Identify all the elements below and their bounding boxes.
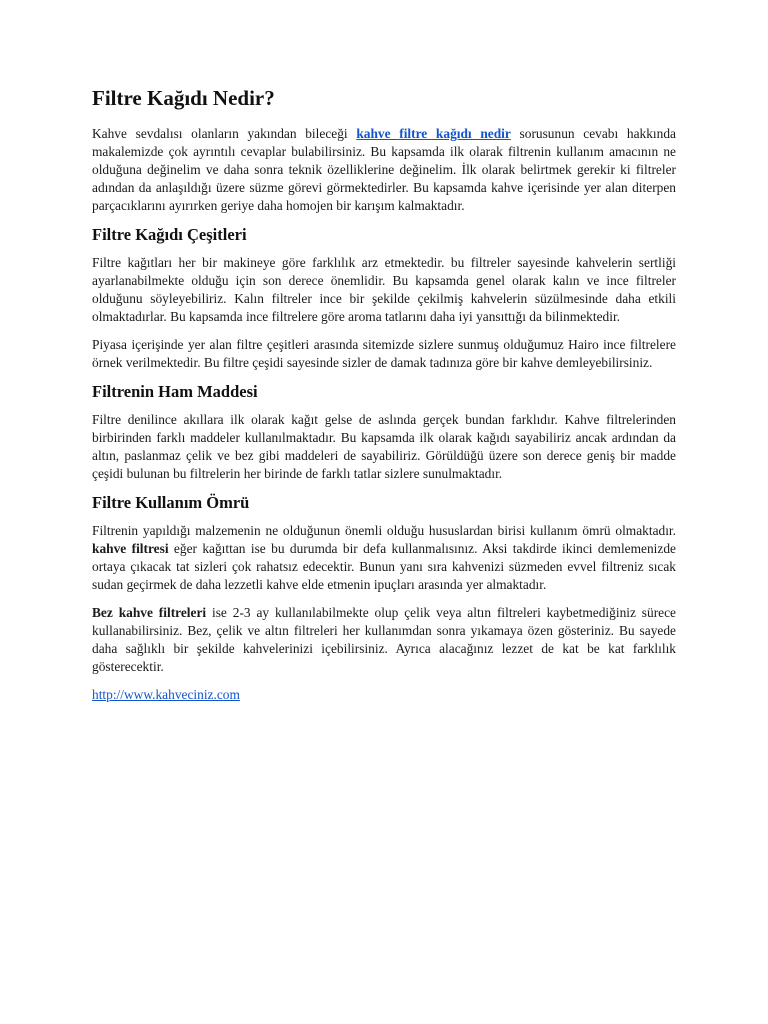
intro-text-start: Kahve sevdalısı olanların yakından bileceği [92, 126, 357, 142]
lifespan-text-end: eğer kağıttan ise bu durumda bir defa kullanmalısınız. Aksi takdirde ikinci demlemenizde ortaya çıkacak tat sizleri çok rahatsız edecektir. Bunun yanı sıra kahvenizi süzmeden evvel filtreniz sıcak sudan geçirmek de daha lezzetli kahve elde etmenin ipuçları arasında yer almaktadır. [92, 540, 676, 592]
section-heading-lifespan: Filtre Kullanım Ömrü [92, 492, 250, 512]
types-paragraph-2: Piyasa içerişinde yer alan filtre çeşitleri arasında sitemizde sizlere sunmuş olduğumuz Hairo ince filtrelere örnek verilmektedir. Bu filtre çeşidi sayesinde sizler de damak tadınıza göre bir kahve demleyebilirsiniz. [92, 336, 676, 370]
lifespan-paragraph-1 [92, 522, 676, 594]
section-heading-types: Filtre Kağıdı Çeşitleri [92, 225, 247, 245]
document-page [92, 86, 676, 714]
types-paragraph-1: Filtre kağıtları her bir makineye göre farklılık arz etmektedir. bu filtreler sayesinde kahvelerin sertliği ayarlanabilmekte olduğu için son derece önemlidir. Bu kapsamda genel olarak kalın ve ince filtreler olduğunu söyleyebiliriz. Kalın filtreler ince bir şekilde çekilmiş kahvelerin süzülmesinde daha etkili olmaktadırlar. Bu kapsamda ince filtrelere göre aroma tatlarını daha iyi yansıttığı da bilinmektedir. [92, 254, 676, 324]
filter-paper-link[interactable]: kahve filtre kağıdı nedir [356, 126, 511, 142]
intro-text-end: sorusunun cevabı hakkında makalemizde çok ayrıntılı cevaplar bulabilirsiniz. Bu kapsamda ilk olarak filtrenin kullanım amacının ne olduğuna değinelim ve daha sonra teknik özelliklerine değinelim. İlk olarak belirtmek gerekir ki filtreler adından da anlaşıldığı üzere süzme görevi görmektedirler. Bu kapsamda kahve içerisinde yer alan diterpen parçacıklarını ayırırken geriye daha homojen bir karışım kalmaktadır. [92, 126, 676, 214]
page-title: Filtre Kağıdı Nedir? [92, 86, 275, 110]
cloth-filter-bold: Bez kahve filtreleri [92, 604, 207, 620]
intro-paragraph [92, 125, 676, 215]
footer-paragraph [92, 686, 676, 704]
raw-material-paragraph: Filtre denilince akıllara ilk olarak kağıt gelse de aslında gerçek bundan farklıdır. Kahve filtrelerinden birbirinden farklı maddeler kullanılmaktadır. Bu kapsamda ilk olarak kağıdı sayabiliriz ancak ardından da altın, paslanmaz çelik ve bez gibi maddeleri de sayabiliriz. Görüldüğü üzere son derece geniş bir madde çeşidi bulunan bu filtrelerin her birinde de farklı tatlar sizlere sunulmaktadır. [92, 411, 676, 481]
lifespan-paragraph-2 [92, 604, 676, 676]
coffee-filter-bold: kahve filtresi [92, 540, 169, 556]
section-heading-raw-material: Filtrenin Ham Maddesi [92, 381, 258, 401]
lifespan-text-start: Filtrenin yapıldığı malzemenin ne olduğunun önemli olduğu hususlardan birisi kullanım ömrü olmaktadır. [92, 522, 676, 538]
cloth-filter-text: ise 2-3 ay kullanılabilmekte olup çelik veya altın filtreleri kaybetmediğiniz sürece kullanabilirsiniz. Bez, çelik ve altın filtreleri her kullanımdan sonra yıkamaya özen gösteriniz. Bu sayede daha sağlıklı bir şekilde kahvelerinizi içebilirsiniz. Ayrıca alacağınız lezzet de kat be kat farklılık gösterecektir. [92, 604, 676, 674]
website-link[interactable]: http://www.kahveciniz.com [92, 686, 240, 702]
